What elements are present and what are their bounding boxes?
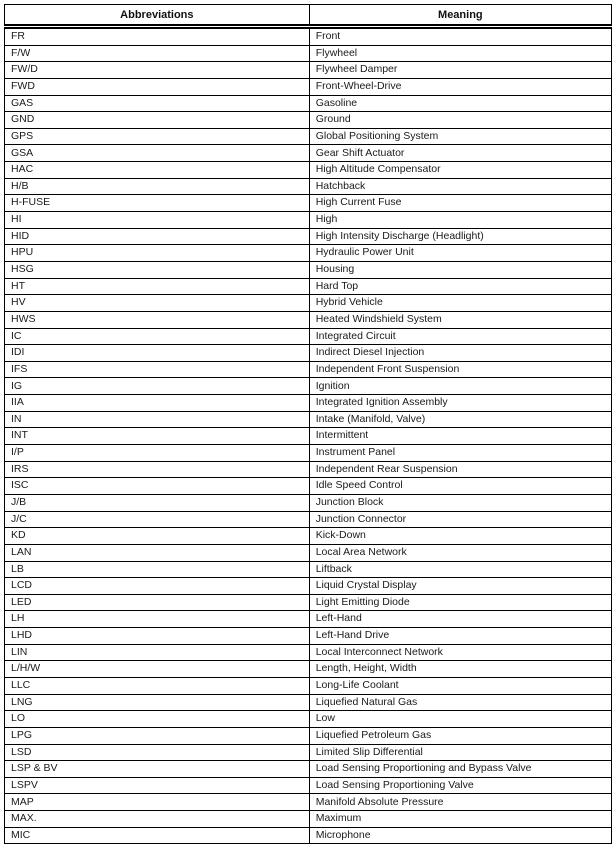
- abbreviation-cell: LED: [5, 594, 310, 611]
- meaning-column-header: Meaning: [309, 5, 611, 27]
- abbreviation-cell: GAS: [5, 95, 310, 112]
- meaning-cell: Load Sensing Proportioning and Bypass Valve: [309, 761, 611, 778]
- table-row: [5, 744, 612, 761]
- meaning-cell: Limited Slip Differential: [309, 744, 611, 761]
- meaning-cell: Integrated Circuit: [309, 328, 611, 345]
- table-row: [5, 212, 612, 229]
- meaning-cell: Integrated Ignition Assembly: [309, 395, 611, 412]
- meaning-cell: Manifold Absolute Pressure: [309, 794, 611, 811]
- table-row: [5, 777, 612, 794]
- table-row: [5, 478, 612, 495]
- table-row: [5, 528, 612, 545]
- table-row: [5, 195, 612, 212]
- meaning-cell: Heated Windshield System: [309, 311, 611, 328]
- abbreviation-cell: LSP & BV: [5, 761, 310, 778]
- abbreviation-cell: HPU: [5, 245, 310, 262]
- meaning-cell: Maximum: [309, 811, 611, 828]
- meaning-cell: Local Interconnect Network: [309, 644, 611, 661]
- table-row: [5, 328, 612, 345]
- abbreviation-cell: L/H/W: [5, 661, 310, 678]
- abbreviation-cell: LH: [5, 611, 310, 628]
- abbreviations-table: [4, 4, 612, 844]
- abbreviations-column-header: Abbreviations: [5, 5, 310, 27]
- abbreviation-cell: HWS: [5, 311, 310, 328]
- meaning-cell: Ground: [309, 112, 611, 129]
- meaning-cell: High: [309, 212, 611, 229]
- table-row: [5, 428, 612, 445]
- abbreviation-cell: IIA: [5, 395, 310, 412]
- meaning-cell: Indirect Diesel Injection: [309, 345, 611, 362]
- abbreviation-cell: LB: [5, 561, 310, 578]
- meaning-cell: Hatchback: [309, 178, 611, 195]
- abbreviation-cell: HSG: [5, 261, 310, 278]
- table-row: [5, 461, 612, 478]
- abbreviation-cell: LHD: [5, 628, 310, 645]
- meaning-cell: Housing: [309, 261, 611, 278]
- meaning-cell: High Intensity Discharge (Headlight): [309, 228, 611, 245]
- table-row: [5, 594, 612, 611]
- meaning-cell: Low: [309, 711, 611, 728]
- table-row: [5, 245, 612, 262]
- meaning-cell: Flywheel Damper: [309, 62, 611, 79]
- abbreviation-cell: LO: [5, 711, 310, 728]
- table-row: [5, 694, 612, 711]
- table-row: [5, 112, 612, 129]
- table-row: [5, 811, 612, 828]
- meaning-cell: Microphone: [309, 827, 611, 844]
- table-header-row: [5, 5, 612, 27]
- abbreviation-cell: MAP: [5, 794, 310, 811]
- abbreviation-cell: HI: [5, 212, 310, 229]
- meaning-cell: Long-Life Coolant: [309, 677, 611, 694]
- table-row: [5, 794, 612, 811]
- meaning-cell: Independent Rear Suspension: [309, 461, 611, 478]
- meaning-cell: Intake (Manifold, Valve): [309, 411, 611, 428]
- meaning-cell: High Altitude Compensator: [309, 162, 611, 179]
- table-row: [5, 178, 612, 195]
- meaning-cell: Instrument Panel: [309, 445, 611, 462]
- table-row: [5, 661, 612, 678]
- abbreviation-cell: F/W: [5, 45, 310, 62]
- table-row: [5, 578, 612, 595]
- table-row: [5, 761, 612, 778]
- table-row: [5, 128, 612, 145]
- table-row: [5, 628, 612, 645]
- abbreviation-cell: FWD: [5, 78, 310, 95]
- abbreviation-cell: GPS: [5, 128, 310, 145]
- abbreviation-cell: IG: [5, 378, 310, 395]
- meaning-cell: Global Positioning System: [309, 128, 611, 145]
- table-row: [5, 378, 612, 395]
- table-row: [5, 494, 612, 511]
- abbreviation-cell: GND: [5, 112, 310, 129]
- table-row: [5, 295, 612, 312]
- meaning-cell: Light Emitting Diode: [309, 594, 611, 611]
- meaning-cell: High Current Fuse: [309, 195, 611, 212]
- meaning-cell: Kick-Down: [309, 528, 611, 545]
- meaning-cell: Length, Height, Width: [309, 661, 611, 678]
- meaning-cell: Flywheel: [309, 45, 611, 62]
- abbreviation-cell: HT: [5, 278, 310, 295]
- table-row: [5, 677, 612, 694]
- abbreviation-cell: H/B: [5, 178, 310, 195]
- abbreviation-cell: LSPV: [5, 777, 310, 794]
- table-row: [5, 278, 612, 295]
- table-body: [5, 27, 612, 844]
- abbreviation-cell: LPG: [5, 727, 310, 744]
- meaning-cell: Hybrid Vehicle: [309, 295, 611, 312]
- abbreviation-cell: IDI: [5, 345, 310, 362]
- table-row: [5, 445, 612, 462]
- abbreviation-cell: LCD: [5, 578, 310, 595]
- abbreviation-cell: GSA: [5, 145, 310, 162]
- abbreviation-cell: MAX.: [5, 811, 310, 828]
- abbreviation-cell: LSD: [5, 744, 310, 761]
- meaning-cell: Liquefied Natural Gas: [309, 694, 611, 711]
- meaning-cell: Intermittent: [309, 428, 611, 445]
- abbreviation-cell: INT: [5, 428, 310, 445]
- abbreviation-cell: FR: [5, 27, 310, 46]
- meaning-cell: Hydraulic Power Unit: [309, 245, 611, 262]
- meaning-cell: Gasoline: [309, 95, 611, 112]
- meaning-cell: Front: [309, 27, 611, 46]
- table-row: [5, 345, 612, 362]
- abbreviation-cell: IRS: [5, 461, 310, 478]
- meaning-cell: Front-Wheel-Drive: [309, 78, 611, 95]
- table-row: [5, 261, 612, 278]
- abbreviation-cell: LLC: [5, 677, 310, 694]
- meaning-cell: Left-Hand: [309, 611, 611, 628]
- table-row: [5, 561, 612, 578]
- meaning-cell: Ignition: [309, 378, 611, 395]
- table-row: [5, 95, 612, 112]
- meaning-cell: Idle Speed Control: [309, 478, 611, 495]
- abbreviation-cell: MIC: [5, 827, 310, 844]
- abbreviation-cell: I/P: [5, 445, 310, 462]
- meaning-cell: Left-Hand Drive: [309, 628, 611, 645]
- table-row: [5, 45, 612, 62]
- table-row: [5, 62, 612, 79]
- abbreviation-cell: H-FUSE: [5, 195, 310, 212]
- abbreviation-cell: LAN: [5, 544, 310, 561]
- table-row: [5, 145, 612, 162]
- abbreviation-cell: HV: [5, 295, 310, 312]
- abbreviation-cell: IC: [5, 328, 310, 345]
- abbreviation-cell: J/B: [5, 494, 310, 511]
- table-row: [5, 611, 612, 628]
- table-row: [5, 78, 612, 95]
- meaning-cell: Gear Shift Actuator: [309, 145, 611, 162]
- abbreviation-cell: LNG: [5, 694, 310, 711]
- meaning-cell: Hard Top: [309, 278, 611, 295]
- abbreviation-cell: ISC: [5, 478, 310, 495]
- meaning-cell: Junction Block: [309, 494, 611, 511]
- abbreviation-cell: LIN: [5, 644, 310, 661]
- abbreviation-cell: HID: [5, 228, 310, 245]
- abbreviation-cell: J/C: [5, 511, 310, 528]
- abbreviation-cell: HAC: [5, 162, 310, 179]
- table-row: [5, 711, 612, 728]
- meaning-cell: Liquefied Petroleum Gas: [309, 727, 611, 744]
- meaning-cell: Independent Front Suspension: [309, 361, 611, 378]
- meaning-cell: Local Area Network: [309, 544, 611, 561]
- meaning-cell: Liquid Crystal Display: [309, 578, 611, 595]
- abbreviation-cell: FW/D: [5, 62, 310, 79]
- table-row: [5, 162, 612, 179]
- table-row: [5, 644, 612, 661]
- table-row: [5, 361, 612, 378]
- table-row: [5, 511, 612, 528]
- table-row: [5, 311, 612, 328]
- table-row: [5, 228, 612, 245]
- abbreviation-cell: KD: [5, 528, 310, 545]
- table-row: [5, 411, 612, 428]
- table-row: [5, 395, 612, 412]
- meaning-cell: Junction Connector: [309, 511, 611, 528]
- table-row: [5, 727, 612, 744]
- meaning-cell: Load Sensing Proportioning Valve: [309, 777, 611, 794]
- meaning-cell: Liftback: [309, 561, 611, 578]
- abbreviation-cell: IN: [5, 411, 310, 428]
- table-row: [5, 27, 612, 46]
- table-row: [5, 827, 612, 844]
- abbreviation-cell: IFS: [5, 361, 310, 378]
- table-row: [5, 544, 612, 561]
